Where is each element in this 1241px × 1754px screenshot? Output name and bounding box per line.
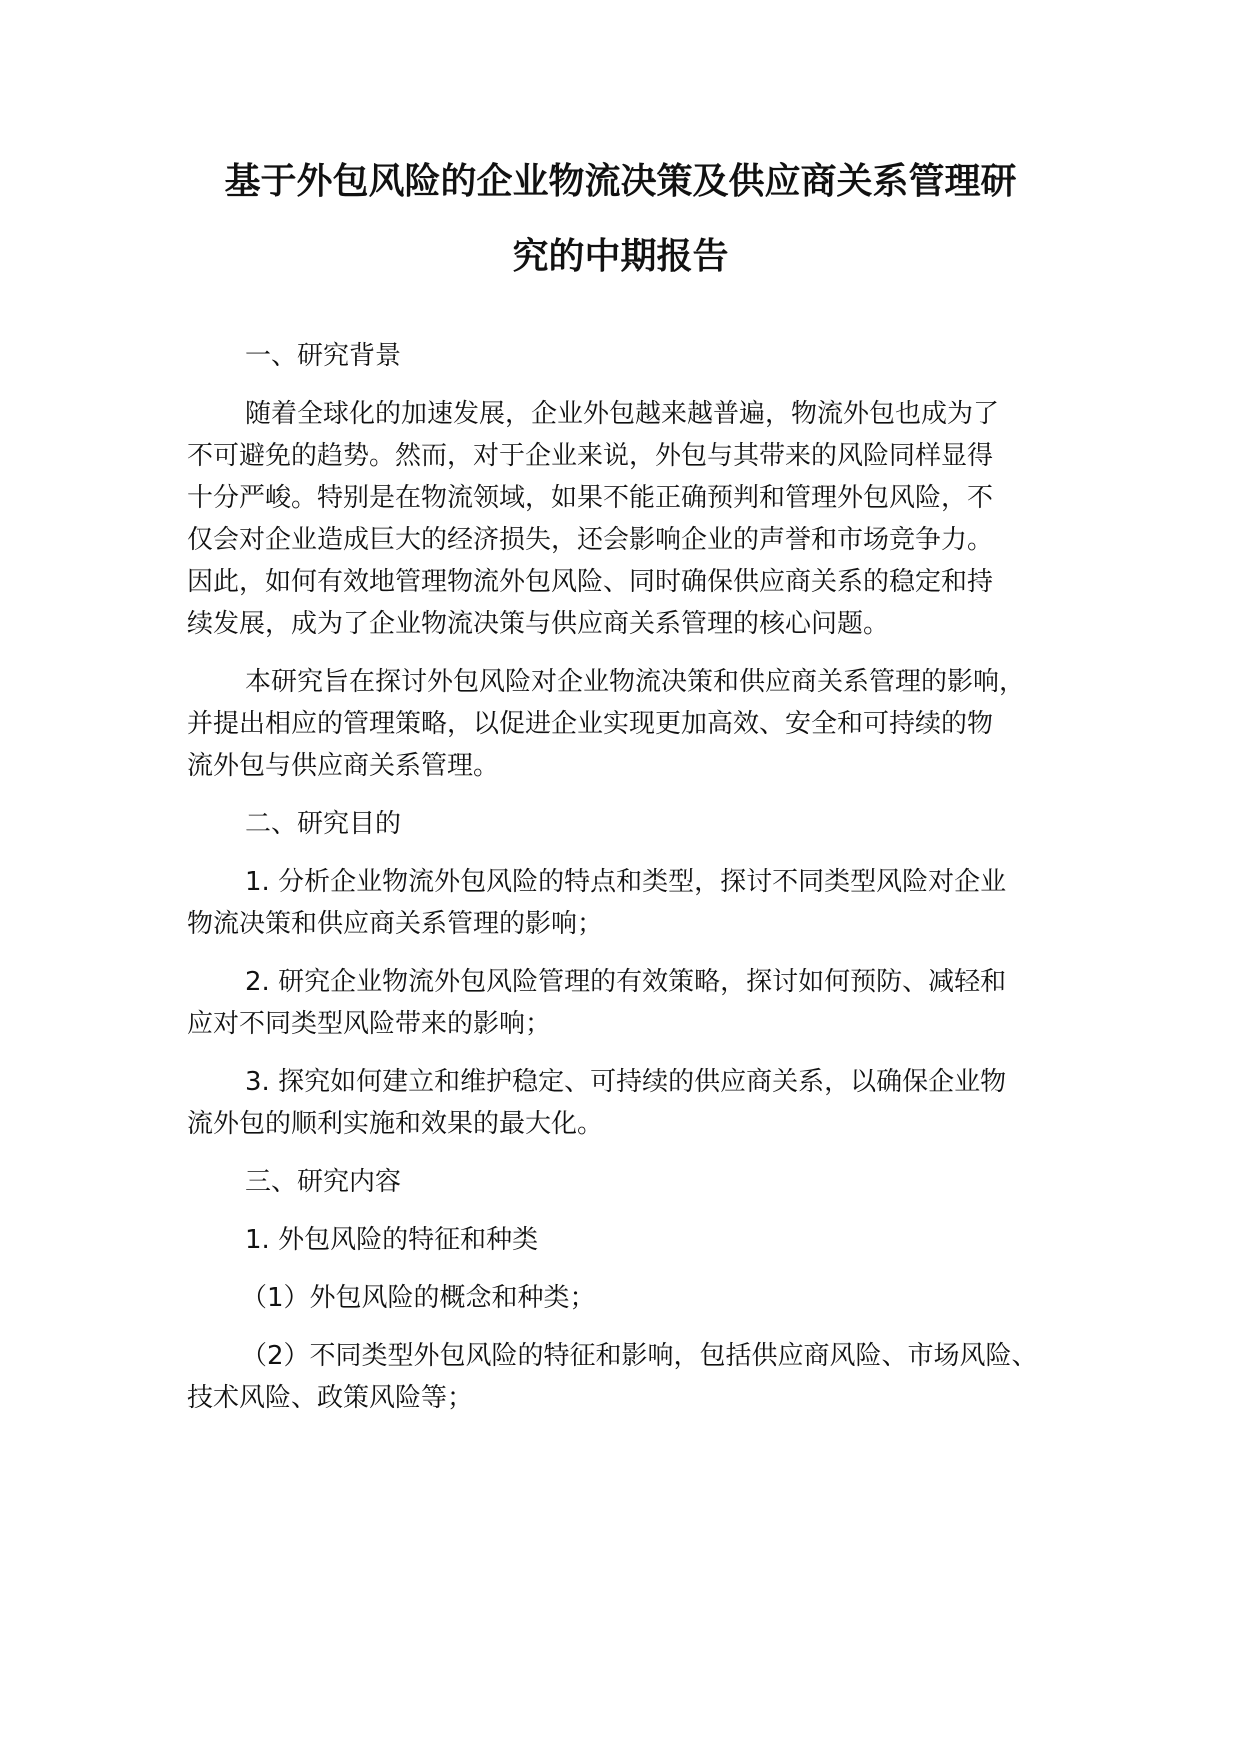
list-item-line: 流外包的顺利实施和效果的最大化。 [187, 1109, 604, 1139]
section-heading-background: 一、研究背景 [245, 341, 402, 371]
paragraph-line: 十分严峻。特别是在物流领域，如果不能正确预判和管理外包风险，不 [187, 483, 994, 513]
sub-item-line: （2）不同类型外包风险的特征和影响，包括供应商风险、市场风险、 [241, 1341, 1038, 1371]
document-title-line-2: 究的中期报告 [512, 236, 729, 277]
paragraph-line: 本研究旨在探讨外包风险对企业物流决策和供应商关系管理的影响， [245, 667, 1026, 697]
paragraph-line: 并提出相应的管理策略，以促进企业实现更加高效、安全和可持续的物 [187, 709, 994, 739]
section-heading-objectives: 二、研究目的 [245, 809, 402, 839]
paragraph-line: 续发展，成为了企业物流决策与供应商关系管理的核心问题。 [187, 609, 890, 639]
subheading: 1. 外包风险的特征和种类 [245, 1225, 539, 1255]
paragraph-line: 随着全球化的加速发展，企业外包越来越普遍，物流外包也成为了 [245, 399, 1000, 429]
paragraph-line: 不可避免的趋势。然而，对于企业来说，外包与其带来的风险同样显得 [187, 441, 994, 471]
sub-item-line: 技术风险、政策风险等； [187, 1383, 474, 1413]
list-item-line: 物流决策和供应商关系管理的影响； [187, 909, 604, 939]
list-item-line: 1. 分析企业物流外包风险的特点和类型，探讨不同类型风险对企业 [245, 867, 1007, 897]
document-title-line-1: 基于外包风险的企业物流决策及供应商关系管理研 [224, 161, 1017, 202]
list-item-line: 2. 研究企业物流外包风险管理的有效策略，探讨如何预防、减轻和 [245, 967, 1007, 997]
list-item-line: 3. 探究如何建立和维护稳定、可持续的供应商关系，以确保企业物 [245, 1067, 1007, 1097]
paragraph-line: 流外包与供应商关系管理。 [187, 751, 500, 781]
list-item-line: 应对不同类型风险带来的影响； [187, 1009, 552, 1039]
paragraph-line: 因此，如何有效地管理物流外包风险、同时确保供应商关系的稳定和持 [187, 567, 994, 597]
section-heading-content: 三、研究内容 [245, 1167, 402, 1197]
paragraph-line: 仅会对企业造成巨大的经济损失，还会影响企业的声誉和市场竞争力。 [187, 525, 994, 555]
sub-item-line: （1）外包风险的概念和种类； [241, 1283, 596, 1313]
